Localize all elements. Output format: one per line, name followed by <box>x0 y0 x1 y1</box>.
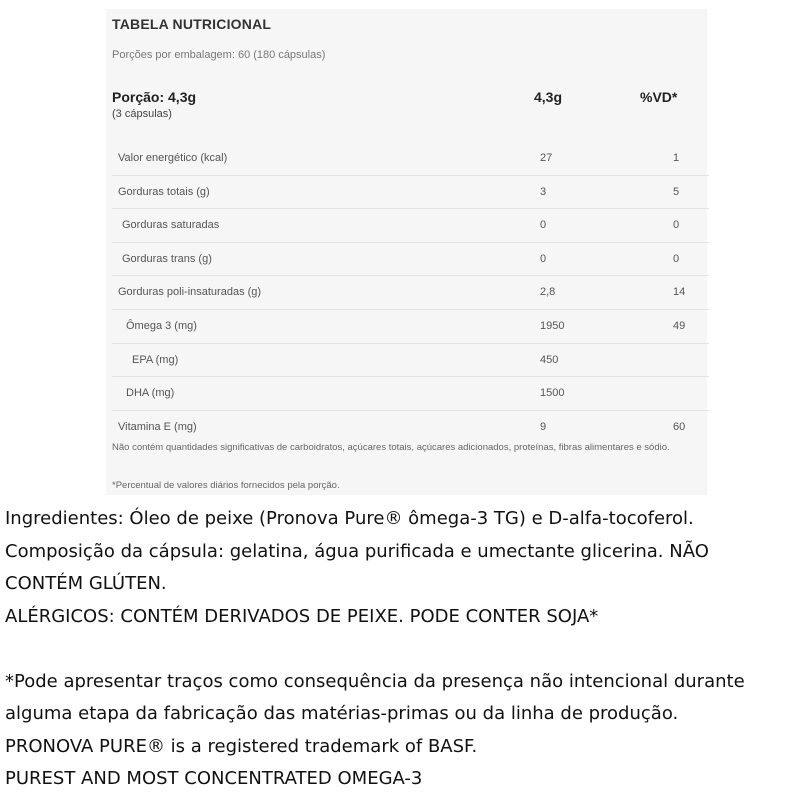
nutrient-amount: 2,8 <box>540 286 556 299</box>
table-row <box>112 209 709 243</box>
nutrient-name: EPA (mg) <box>132 353 179 366</box>
table-row <box>112 310 709 344</box>
nutrient-amount: 1950 <box>540 319 565 332</box>
nutrient-name: Gorduras saturadas <box>122 219 220 232</box>
portion-label: Porção: 4,3g <box>112 89 197 105</box>
nutrient-dv: 5 <box>673 185 680 198</box>
table-row <box>112 176 709 210</box>
tagline-text: PUREST AND MOST CONCENTRATED OMEGA-3 <box>5 768 423 789</box>
nutrient-amount: 3 <box>540 185 547 198</box>
nutrient-name: Ômega 3 (mg) <box>126 319 197 332</box>
ingredients-text: Ingredientes: Óleo de peixe (Pronova Pure® ômega-3 TG) e D-alfa-tocoferol. <box>5 508 694 529</box>
nutrient-amount: 9 <box>540 420 547 433</box>
table-row <box>112 377 709 411</box>
nutrient-name: DHA (mg) <box>126 387 175 400</box>
allergens-text: ALÉRGICOS: CONTÉM DERIVADOS DE PEIXE. PODE CONTER SOJA* <box>5 605 599 627</box>
nutrition-table <box>106 9 707 495</box>
nutrient-dv: 0 <box>673 219 680 232</box>
table-row <box>112 243 709 277</box>
spacer <box>5 633 797 666</box>
nutrient-dv: 0 <box>673 252 680 265</box>
insignificant-amounts-note: Não contém quantidades significativas de carboidratos, açúcares totais, açúcares adicionados, proteínas, fibras alimentares e sódio. <box>112 442 670 453</box>
capsule-composition-line-1: Composição da cápsula: gelatina, água purificada e umectante glicerina. NÃO <box>5 540 709 562</box>
nutrient-dv: 1 <box>673 152 680 164</box>
nutrient-amount: 0 <box>540 219 547 232</box>
nutrient-amount: 1500 <box>540 387 565 400</box>
trademark-text: PRONOVA PURE® is a registered trademark of BASF. <box>5 735 478 757</box>
nutrient-name: Gorduras trans (g) <box>122 252 212 265</box>
nutrient-name: Gorduras totais (g) <box>118 185 210 198</box>
table-row <box>112 411 709 444</box>
nutrient-amount: 27 <box>540 152 553 164</box>
nutrient-dv: 14 <box>673 286 686 299</box>
table-row <box>112 276 709 310</box>
nutrient-dv: 49 <box>673 319 686 332</box>
dv-column-header: %VD* <box>640 89 678 105</box>
nutrient-name: Vitamina E (mg) <box>118 420 197 433</box>
nutrient-dv: 60 <box>673 420 686 433</box>
nutrient-name: Valor energético (kcal) <box>118 152 228 164</box>
nutrient-amount: 450 <box>540 353 559 366</box>
daily-value-note: *Percentual de valores diários fornecidos pela porção. <box>112 480 340 491</box>
product-info <box>5 503 797 796</box>
traces-note-line-2: alguma etapa da fabricação das matérias-primas ou da linha de produção. <box>5 703 679 724</box>
traces-note-line-1: *Pode apresentar traços como consequência da presença não intencional durante <box>5 670 745 692</box>
table-row <box>112 344 709 378</box>
servings-per-package: Porções por embalagem: 60 (180 cápsulas) <box>112 49 326 61</box>
nutrient-amount: 0 <box>540 252 547 265</box>
table-title: TABELA NUTRICIONAL <box>112 16 272 32</box>
portion-subtitle: (3 cápsulas) <box>112 108 172 120</box>
nutrient-rows <box>112 142 709 443</box>
capsule-composition-line-2: CONTÉM GLÚTEN. <box>5 573 167 594</box>
amount-column-header: 4,3g <box>534 89 563 105</box>
table-row <box>112 142 709 176</box>
nutrient-name: Gorduras poli-insaturadas (g) <box>118 286 262 299</box>
